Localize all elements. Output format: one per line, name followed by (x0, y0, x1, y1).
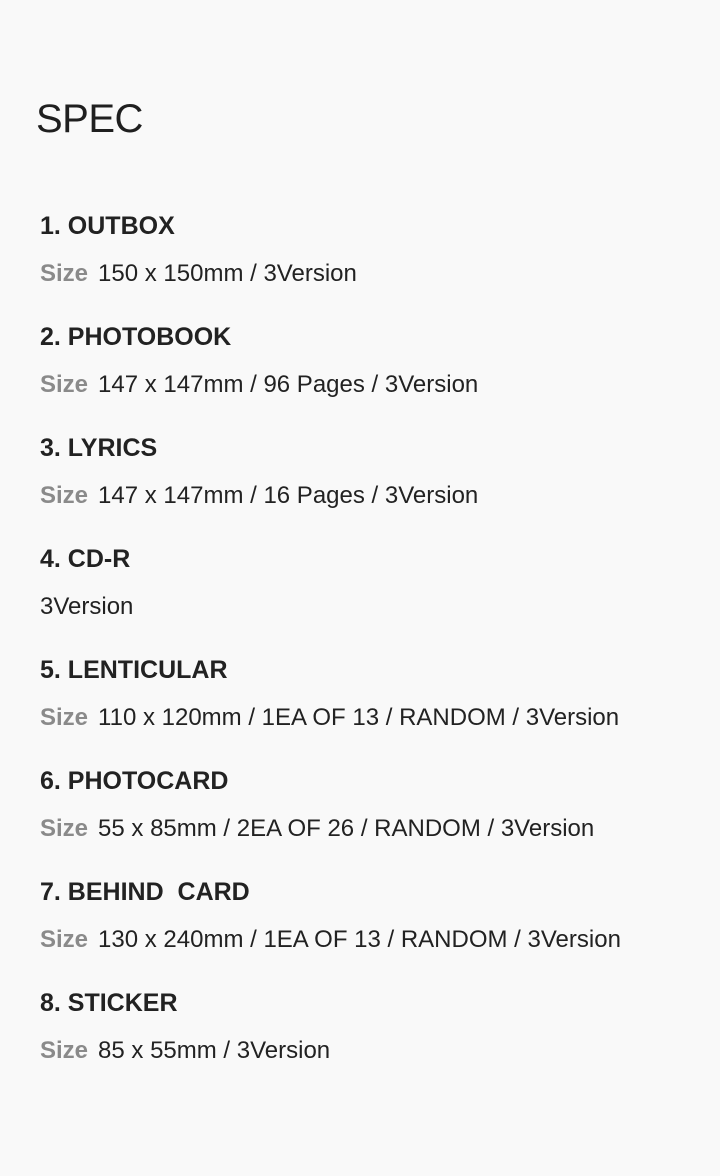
spec-item-value: 130 x 240mm / 1EA OF 13 / RANDOM / 3Version (98, 926, 621, 953)
spec-item-outbox (40, 208, 700, 319)
spec-item-photobook (40, 319, 700, 430)
spec-item-value: 147 x 147mm / 96 Pages / 3Version (98, 371, 479, 398)
spec-item-value: 55 x 85mm / 2EA OF 26 / RANDOM / 3Version (98, 815, 595, 842)
spec-item-detail (40, 589, 133, 625)
spec-item-detail (40, 811, 594, 847)
spec-item-heading: 1. OUTBOX (40, 212, 175, 240)
size-label: Size (40, 260, 89, 287)
spec-item-heading: 4. CD-R (40, 545, 131, 573)
spec-item-value: 85 x 55mm / 3Version (98, 1037, 331, 1064)
spec-item-value: 110 x 120mm / 1EA OF 13 / RANDOM / 3Version (98, 704, 620, 731)
spec-item-heading: 2. PHOTOBOOK (40, 323, 232, 351)
spec-item-cd-r (40, 541, 700, 652)
spec-item-detail (40, 922, 621, 958)
spec-item-lyrics (40, 430, 700, 541)
spec-item-behind-card (40, 874, 700, 985)
spec-item-detail (40, 367, 478, 403)
spec-item-detail (40, 256, 357, 292)
spec-list (40, 208, 700, 1096)
size-label: Size (40, 926, 89, 953)
spec-item-heading: 7. BEHIND CARD (40, 878, 250, 906)
spec-item-lenticular (40, 652, 700, 763)
size-label: Size (40, 815, 89, 842)
spec-item-detail (40, 1033, 330, 1069)
spec-item-heading: 6. PHOTOCARD (40, 767, 229, 795)
spec-item-value: 150 x 150mm / 3Version (98, 260, 357, 287)
spec-item-detail (40, 700, 619, 736)
spec-item-value: 147 x 147mm / 16 Pages / 3Version (98, 482, 479, 509)
page-title: SPEC (36, 97, 143, 141)
spec-item-detail (40, 478, 478, 514)
spec-item-heading: 8. STICKER (40, 989, 178, 1017)
spec-item-photocard (40, 763, 700, 874)
spec-item-heading: 5. LENTICULAR (40, 656, 228, 684)
size-label: Size (40, 371, 89, 398)
size-label: Size (40, 482, 89, 509)
spec-item-heading: 3. LYRICS (40, 434, 158, 462)
spec-item-sticker (40, 985, 700, 1096)
spec-item-value: 3Version (40, 593, 134, 620)
size-label: Size (40, 1037, 89, 1064)
size-label: Size (40, 704, 89, 731)
